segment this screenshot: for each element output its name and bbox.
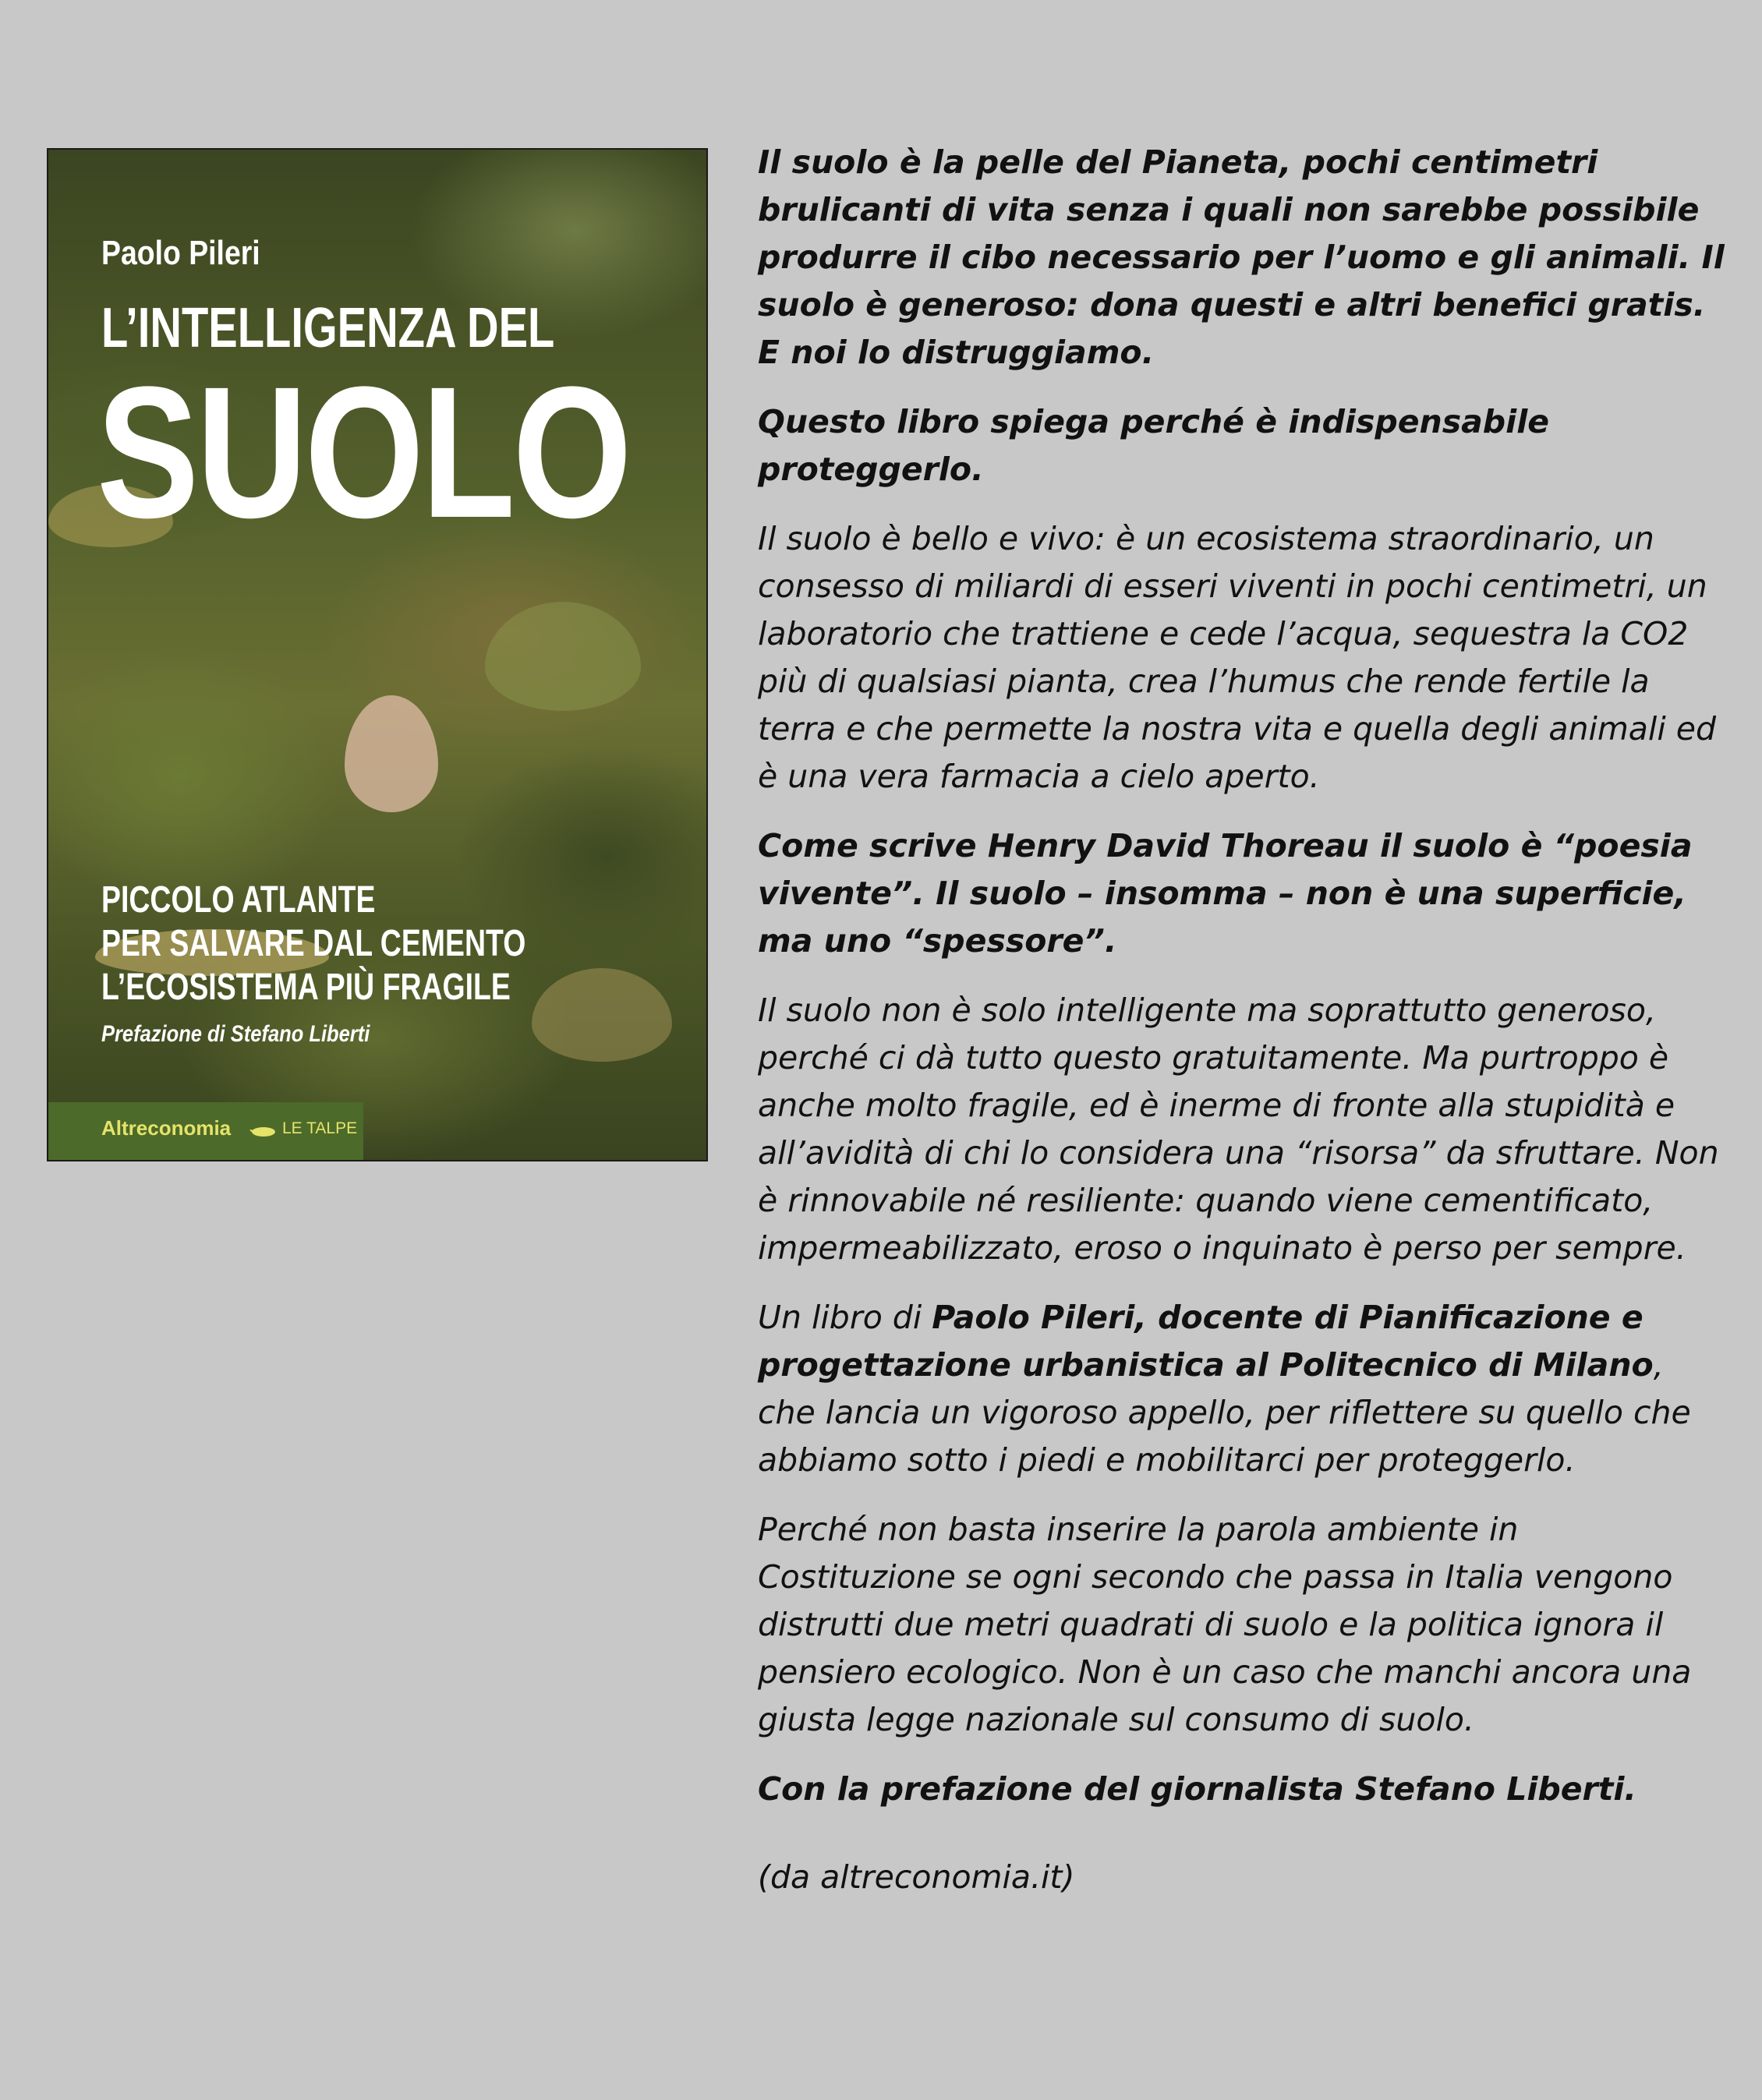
description-paragraph: Il suolo non è solo intelligente ma soprattutto generoso, perché ci dà tutto questo gratuitamente. Ma purtroppo è anche molto fragile, ed è inerme di fronte alla stupidità e all’avidità di chi lo considera una “risorsa” da sfruttare. Non è rinnovabile né resiliente: quando viene cementificato, impermeabilizzato, eroso o inquinato è perso per sempre. — [758, 992, 1719, 1267]
source-credit: (da altreconomia.it) — [758, 1858, 1075, 1896]
cover-author: Paolo Pileri — [101, 234, 260, 272]
cover-title-line1: L’INTELLIGENZA DEL — [101, 297, 555, 359]
description-paragraph: Come scrive Henry David Thoreau il suolo è “poesia vivente”. Il suolo – insomma – non è una superficie, ma uno “spessore”. — [758, 827, 1693, 960]
mole-icon — [249, 1124, 278, 1138]
description-paragraph: Il suolo è la pelle del Pianeta, pochi centimetri brulicanti di vita senza i quali non sarebbe possibile produrre il cibo necessario per l’uomo e gli animali. Il suolo è generoso: dona questi e altri benefici gratis. E noi lo distruggiamo. — [758, 143, 1725, 371]
cover-subtitle-line: PICCOLO ATLANTE — [101, 879, 376, 921]
book-description — [758, 139, 1725, 1923]
description-paragraph: Perché non basta inserire la parola ambiente in Costituzione se ogni secondo che passa in Italia vengono distrutti due metri quadrati di suolo e la politica ignora il pensiero ecologico. Non è un caso che manchi ancora una giusta legge nazionale sul consumo di suolo. — [758, 1511, 1692, 1738]
cover-preface: Prefazione di Stefano Liberti — [101, 1021, 370, 1047]
cover-subtitle-line: L’ECOSISTEMA PIÙ FRAGILE — [101, 967, 511, 1008]
cover-subtitle-line: PER SALVARE DAL CEMENTO — [101, 923, 526, 964]
author-credentials: Paolo Pileri, docente di Pianificazione e progettazione urbanistica al Politecnico di Milano — [758, 1299, 1654, 1384]
author-outro: , che lancia un vigoroso appello, per riflettere su quello che abbiamo sotto i piedi e mobilitarci per proteggerlo. — [758, 1346, 1691, 1479]
book-cover — [47, 148, 708, 1161]
description-paragraph: Il suolo è bello e vivo: è un ecosistema straordinario, un consesso di miliardi di esseri viventi in pochi centimetri, un laboratorio che trattiene e cede l’acqua, sequestra la CO2 più di qualsiasi pianta, crea l’humus che rende fertile la terra e che permette la nostra vita e quella degli animali ed è una vera farmacia a cielo aperto. — [758, 520, 1716, 795]
description-paragraph: Con la prefazione del giornalista Stefano Liberti. — [758, 1770, 1636, 1808]
description-paragraph: Questo libro spiega perché è indispensabile proteggerlo. — [758, 403, 1550, 488]
description-paragraph-author — [758, 1294, 1725, 1484]
publisher-logo: Altreconomia — [101, 1116, 232, 1140]
author-intro: Un libro di — [758, 1299, 932, 1336]
cover-leaf-decoration — [345, 695, 438, 812]
cover-leaf-decoration — [532, 968, 672, 1062]
cover-subtitle — [101, 879, 525, 1009]
cover-leaf-decoration — [485, 602, 641, 711]
series-label: LE TALPE — [282, 1119, 358, 1137]
cover-title-line2: SUOLO — [97, 348, 630, 557]
